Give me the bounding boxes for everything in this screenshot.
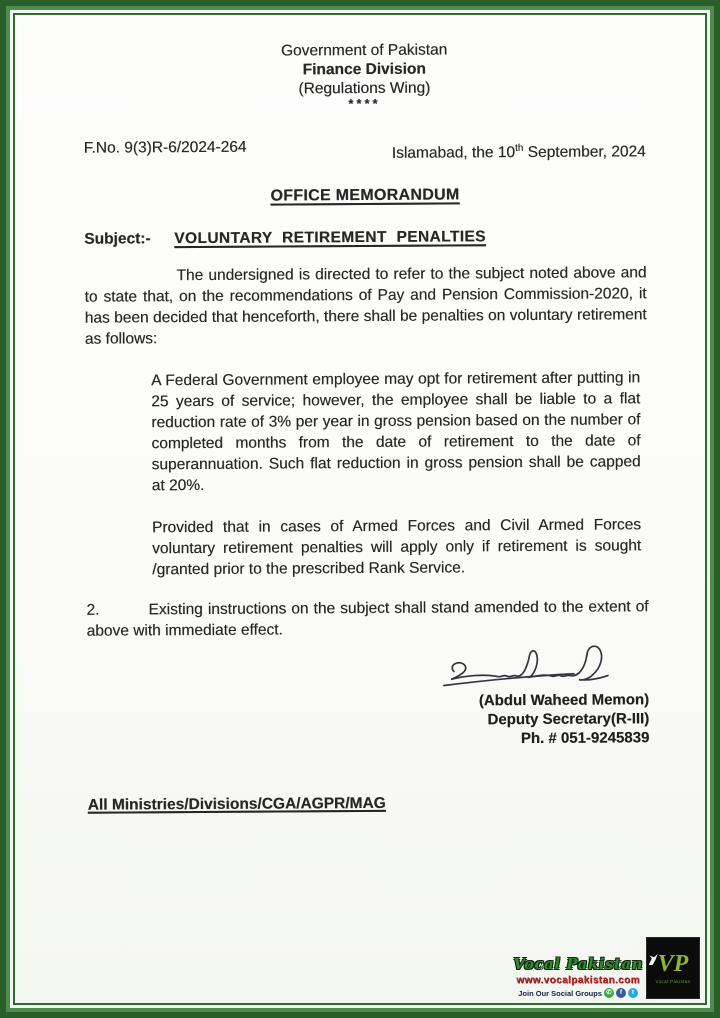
amendment-text: Existing instructions on the subject shall stand amended to the extent of above with immediate effect. <box>86 598 649 640</box>
place-and-date <box>392 141 646 164</box>
date-main: Islamabad, the 10 <box>391 144 516 162</box>
watermark-social-row <box>513 988 643 998</box>
vp-monogram-caption: Vocal Pakistan <box>655 979 691 984</box>
stars-separator: **** <box>348 95 381 112</box>
signatory-name: (Abdul Waheed Memon) <box>478 691 650 710</box>
letterhead <box>83 39 645 111</box>
subject-text: VOLUNTARY RETIREMENT PENALTIES <box>174 228 486 248</box>
opening-paragraph: The undersigned is directed to refer to the subject noted above and to state that, on the recommendations of Pay and Pension Commission-2020, it has been decided that henceforth, there shall be penalties on voluntary retirement as follows: <box>84 264 647 348</box>
watermark-brand: Vocal Pakistan <box>513 955 643 973</box>
distribution-line: All Ministries/Divisions/CGA/AGPR/MAG <box>87 794 386 814</box>
whatsapp-icon: ✆ <box>604 988 614 998</box>
org-name: Government of Pakistan <box>280 41 448 60</box>
division-name: Finance Division <box>302 60 426 79</box>
watermark-url: www.vocalpakistan.com <box>516 975 640 986</box>
memo-title-row <box>84 183 646 207</box>
reference-row <box>84 134 646 165</box>
facebook-icon: f <box>616 988 626 998</box>
document-page <box>13 13 707 1005</box>
memo-body <box>83 33 650 815</box>
penalty-clause-paragraph: A Federal Government employee may opt for retirement after putting in 25 years of service; however, the employee shall be liable to a flat reduction rate of 3% per year in gross pension based on the number of completed months from the date of retirement to the date of superannuation. Such flat reduction in gross pension shall be capped at 20%. <box>151 369 641 495</box>
vp-monogram <box>658 952 689 976</box>
wing-name: (Regulations Wing) <box>298 79 431 98</box>
amendment-paragraph <box>86 596 648 641</box>
watermark-text-stack <box>513 937 643 999</box>
green-border-inner <box>6 6 714 1012</box>
paragraph-number: 2. <box>86 601 100 619</box>
vocal-pakistan-watermark <box>513 937 700 999</box>
vp-monogram-box <box>646 937 700 999</box>
memo-title: OFFICE MEMORANDUM <box>270 186 460 205</box>
armed-forces-proviso-paragraph: Provided that in cases of Armed Forces and Civil Armed Forces voluntary retirement penalties will apply only if retirement is sought /granted prior to the prescribed Rank Service. <box>151 516 642 579</box>
frame-white-gap <box>10 10 710 1008</box>
signatory-phone: Ph. # 051-9245839 <box>520 729 650 748</box>
signature-scrawl <box>438 642 643 695</box>
twitter-icon: t <box>628 988 638 998</box>
vp-monogram-letters: VP <box>657 951 689 977</box>
date-ordinal: th <box>514 142 524 154</box>
subject-label: Subject:- <box>84 230 151 248</box>
file-number: F.No. 9(3)R-6/2024-264 <box>83 138 247 157</box>
signatory-designation: Deputy Secretary(R-III) <box>487 710 650 729</box>
watermark-tagline: Join Our Social Groups <box>518 988 603 998</box>
date-tail: September, 2024 <box>523 143 646 162</box>
bird-icon <box>649 954 658 965</box>
signature-block <box>87 642 650 750</box>
subject-row <box>84 225 646 249</box>
